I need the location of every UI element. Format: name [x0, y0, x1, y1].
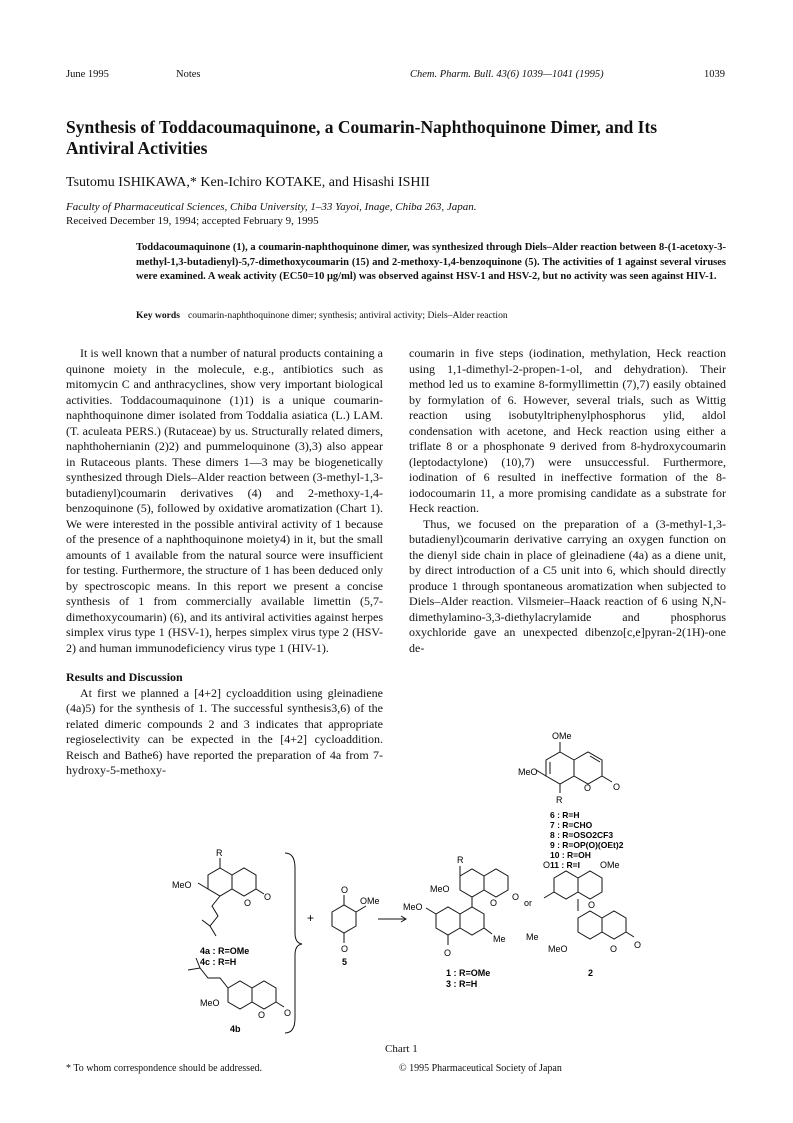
- me-label: Me: [493, 934, 506, 944]
- compound-label: 10 : R=OH: [550, 850, 591, 860]
- compound-label: 6 : R=H: [550, 810, 580, 820]
- results-paragraph: At first we planned a [4+2] cycloaddition using gleinadiene (4a)5) for the synthesis of 1. The successful synthesis3,6) of the related dimeric compounds 2 and 3 indicates that appropriate regioselectivity can be expected in the [4+2] cycloaddition. Reisch and Bathe6) have reported the preparation of 4a from 7-hydroxy-5-methoxy-: [66, 685, 383, 777]
- author-list: Tsutomu ISHIKAWA,* Ken-Ichiro KOTAKE, and Hisashi ISHII: [66, 175, 430, 190]
- received-dates: Received December 19, 1994; accepted February 9, 1995: [66, 215, 319, 227]
- chart-caption: Chart 1: [385, 1043, 418, 1055]
- intro-paragraph: It is well known that a number of natural products containing a quinone moiety in the molecule, e.g., antibiotics such as mitomycin C and anthracyclines, show very important biological activities. Toddacoumaquinone (1)1) is a unique coumarin-naphthoquinone dimer isolated from Toddalia asiatica (L.) LAM. (T. aculeata PERS.) (Rutaceae) by us. Structurally related dimers, naphthohernianin (2)2) and pummeloquinone (3),3) also appear in Rutaceous plants. These dimers 1—3 may be biogenetically synthesized through Diels–Alder reaction between (3-methyl-1,3-butadienyl)coumarin derivatives (4) and 2-methoxy-1,4-benzoquinone (5), followed by oxidative aromatization (Chart 1). We were interested in the possible antiviral activity of 1 because of the presence of a naphthoquinone moiety4) in it, but the small amounts of 1 available from the natural source were insufficient for testing. Furthermore, the structure of 1 has been deduced only by spectroscopic means. In this report we present a concise synthesis of 1 from commercially available limettin (5,7-dimethoxycoumarin) (6), and its antiviral activities against herpes simplex virus type 1 (HSV-1), herpes simplex virus type 2 (HSV-2) and human immunodeficiency virus type 1 (HIV-1).: [66, 346, 383, 655]
- header-journal: Chem. Pharm. Bull. 43(6) 1039—1041 (1995): [410, 69, 604, 80]
- compound-label-5: 5: [342, 957, 348, 967]
- compound-label-2: 2: [588, 968, 594, 978]
- ring-oxygen-label: O: [584, 783, 592, 793]
- o-label: O: [341, 885, 349, 895]
- header-page-number: 1039: [704, 69, 725, 80]
- o-label: O: [610, 944, 618, 954]
- meo-label: MeO: [200, 998, 220, 1008]
- compound-label-4c: 4c : R=H: [200, 957, 237, 967]
- compound-label-3: 3 : R=H: [446, 979, 478, 989]
- header-date: June 1995: [66, 69, 109, 80]
- chart-1-scheme: [160, 848, 680, 1038]
- meo-label: MeO: [518, 767, 538, 777]
- o-label: O: [341, 944, 349, 954]
- right-column: [409, 346, 726, 656]
- r-label: R: [216, 848, 223, 858]
- compound-label-4b: 4b: [230, 1024, 241, 1034]
- footnote: * To whom correspondence should be addressed.: [66, 1063, 263, 1074]
- compound-label-1: 1 : R=OMe: [446, 968, 491, 978]
- o-label: O: [444, 948, 452, 958]
- o-label: O: [264, 892, 272, 902]
- keywords-text: coumarin-naphthoquinone dimer; synthesis; antiviral activity; Diels–Alder reaction: [187, 310, 508, 321]
- paper-title: Synthesis of Toddacoumaquinone, a Coumarin-Naphthoquinone Dimer, and Its Antiviral Activities: [66, 117, 658, 158]
- meo-label: MeO: [548, 944, 568, 954]
- o-label: O: [543, 860, 551, 870]
- section-heading: Results and Discussion: [66, 670, 183, 684]
- o-label: O: [244, 898, 252, 908]
- compound-label: 9 : R=OP(O)(OEt)2: [550, 840, 624, 850]
- compound-label: 8 : R=OSO2CF3: [550, 830, 614, 840]
- o-label: O: [634, 940, 642, 950]
- o-label: O: [588, 900, 596, 910]
- me-label: Me: [526, 932, 539, 942]
- left-column: [66, 346, 383, 779]
- meo-label: MeO: [430, 884, 450, 894]
- plus-sign: +: [307, 911, 315, 925]
- copyright: © 1995 Pharmaceutical Society of Japan: [399, 1063, 562, 1074]
- meo-label: MeO: [403, 902, 423, 912]
- o-label: O: [284, 1008, 292, 1018]
- or-label: or: [524, 898, 533, 908]
- compound-label: 7 : R=CHO: [550, 820, 593, 830]
- keywords-label: Key words: [136, 310, 180, 321]
- continued-paragraph: coumarin in five steps (iodination, methylation, Heck reaction using 1,1-dimethyl-2-propen-1-ol, and dehydration). Their method led us to examine 8-formyllimettin (7),7) easily obtained by formylation of 6. However, several trials, such as Wittig reaction using isobutyltriphenylphosphorus ylid, aldol condensation with acetone, and Heck reaction using either a triflate 8 or a phosphonate 9 derived from 8-hydroxycoumarin (leptodactylone) (10),7) were unsuccessful. Furthermore, iodination of 6 resulted in ineffective formation of the 8-iodocoumarin 11, a more promising candidate as a substrate for Heck reaction.: [409, 346, 726, 515]
- ome-label: OMe: [600, 860, 620, 870]
- r-label: R: [556, 795, 563, 805]
- r-label: R: [457, 855, 464, 865]
- ome-label: OMe: [360, 896, 380, 906]
- keywords-line: [136, 310, 726, 321]
- compound-label-4a: 4a : R=OMe: [200, 946, 250, 956]
- ome-label: OMe: [552, 731, 572, 741]
- affiliation: Faculty of Pharmaceutical Sciences, Chiba University, 1–33 Yayoi, Inage, Chiba 263, Japan.: [66, 201, 477, 213]
- diene-paragraph: Thus, we focused on the preparation of a (3-methyl-1,3-butadienyl)coumarin derivative carrying an oxygen function on the dienyl side chain in place of gleinadiene (4a) as a diene unit, by direct introduction of a C5 unit into 6, which should directly produce 1 through spontaneous aromatization when subjected to Diels–Alder reaction. Vilsmeier–Haack reaction of 6 using N,N-dimethylamino-3,3-diethylacrylamide and phosphorus oxychloride gave an unexpected dibenzo[c,e]pyran-2(1H)-one de-: [409, 516, 726, 655]
- o-label: O: [512, 892, 520, 902]
- abstract: Toddacoumaquinone (1), a coumarin-naphthoquinone dimer, was synthesized through Diels–Alder reaction between 8-(1-acetoxy-3-methyl-1,3-butadienyl)-5,7-dimethoxycoumarin (15) and 2-methoxy-1,4-benzoquinone (5). The activities of 1 against several viruses were examined. A weak activity (EC50=10 μg/ml) was observed against HSV-1 and HSV-2, but no activity was seen against HIV-1.: [136, 242, 726, 283]
- o-label: O: [258, 1010, 266, 1020]
- carbonyl-oxygen-label: O: [613, 782, 621, 792]
- meo-label: MeO: [172, 880, 192, 890]
- compound-label: 11 : R=I: [550, 860, 581, 870]
- header-section: Notes: [176, 69, 201, 80]
- o-label: O: [490, 898, 498, 908]
